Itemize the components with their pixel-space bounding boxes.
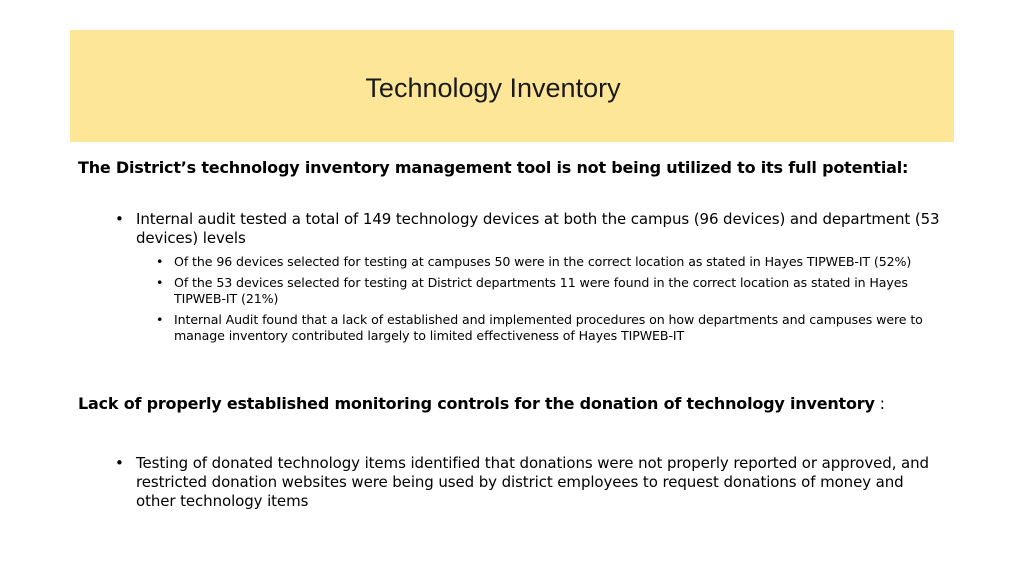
- section2-bullets: [114, 454, 944, 511]
- section1-bullet: • Internal audit tested a total of 149 technology devices at both the campus (96 devices) and department (53 devices) levels: [114, 210, 944, 248]
- section1-heading-text: The District’s technology inventory management tool is not being utilized to its full potential:: [78, 158, 909, 177]
- section2-heading: [78, 392, 885, 416]
- slide-title: Technology Inventory: [365, 73, 621, 103]
- section1-heading: [78, 156, 908, 180]
- section1-bullets: [114, 210, 944, 248]
- section2-heading-suffix: :: [874, 394, 885, 413]
- section2-heading-text: Lack of properly established monitoring controls for the donation of technology inventory: [78, 394, 875, 413]
- section2-bullet: • Testing of donated technology items identified that donations were not properly reported or approved, and restricted donation websites were being used by district employees to request donations of money and other technology items: [114, 454, 944, 511]
- section1-sub-bullet-1: • Of the 96 devices selected for testing at campuses 50 were in the correct location as stated in Hayes TIPWEB-IT (52%): [156, 254, 946, 271]
- section1-sub-bullet-3: • Internal Audit found that a lack of established and implemented procedures on how departments and campuses were to manage inventory contributed largely to limited effectiveness of Hayes TIPWEB-IT: [156, 312, 946, 345]
- section1-sub-bullet-2: • Of the 53 devices selected for testing at District departments 11 were found in the correct location as stated in Hayes TIPWEB-IT (21%): [156, 275, 946, 308]
- section1-sub-bullets: [156, 254, 946, 349]
